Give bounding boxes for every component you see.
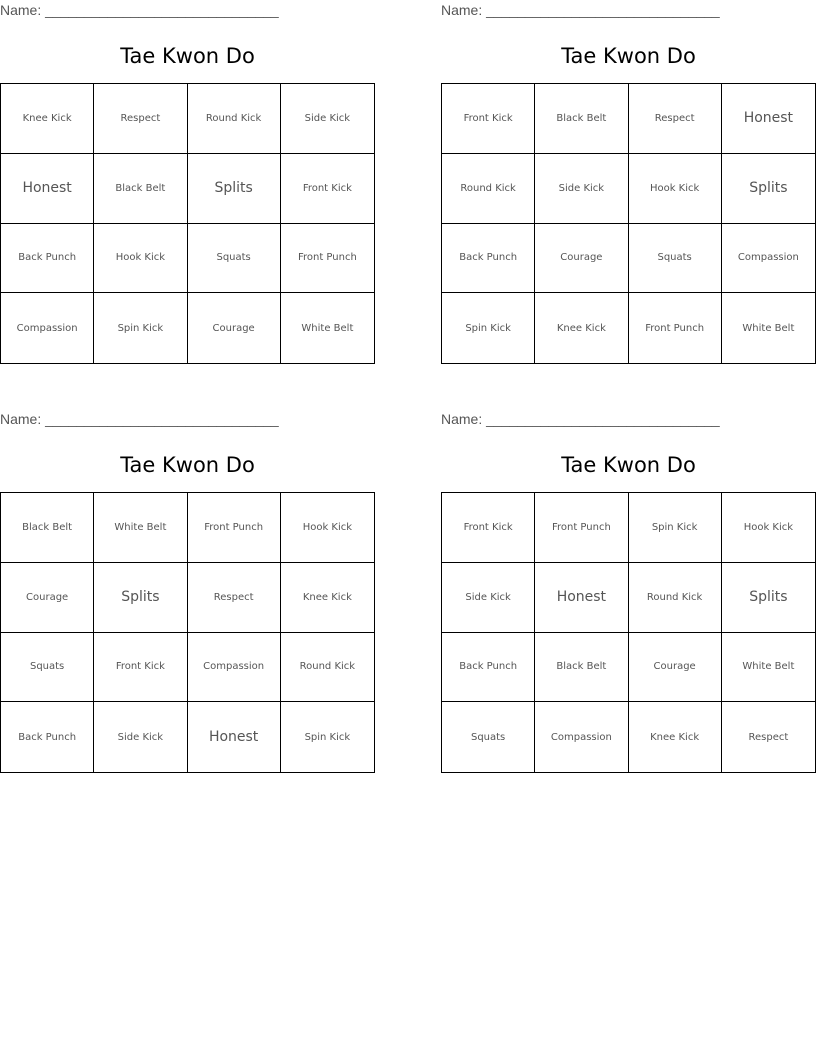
bingo-cell: Spin Kick: [94, 293, 187, 363]
bingo-cell: Hook Kick: [94, 224, 187, 294]
bingo-cell: Knee Kick: [535, 293, 628, 363]
bingo-cell: Respect: [748, 731, 789, 743]
bingo-cell: Hook Kick: [722, 493, 815, 563]
bingo-cell: Round Kick: [281, 633, 374, 703]
bingo-cell: Compassion: [188, 633, 281, 703]
bingo-cell: Honest: [722, 84, 815, 154]
bingo-cell: Black Belt: [1, 493, 94, 563]
bingo-grid: [0, 492, 375, 773]
bingo-cell: Splits: [94, 563, 187, 633]
bingo-cell: Side Kick: [442, 563, 535, 633]
bingo-grid: [441, 83, 816, 364]
bingo-cell: Front Kick: [94, 633, 187, 703]
bingo-cell: Knee Kick: [281, 563, 374, 633]
bingo-cell: Respect: [94, 84, 187, 154]
bingo-card-3: [0, 409, 375, 774]
bingo-cell: Back Punch: [442, 633, 535, 703]
bingo-cell: Front Kick: [281, 154, 374, 224]
name-field: Name: ______________________________: [0, 2, 279, 18]
bingo-cell: Squats: [442, 702, 535, 772]
bingo-cell: Splits: [188, 154, 281, 224]
bingo-cell: Front Punch: [188, 493, 281, 563]
bingo-cell: Side Kick: [535, 154, 628, 224]
bingo-cell: Splits: [722, 154, 815, 224]
bingo-cell: Compassion: [1, 293, 94, 363]
bingo-cell: Black Belt: [535, 633, 628, 703]
bingo-cell: Squats: [1, 633, 94, 703]
card-title: Tae Kwon Do: [120, 453, 255, 477]
bingo-cell: Courage: [535, 224, 628, 294]
bingo-cell: Courage: [629, 633, 722, 703]
name-field: Name: ______________________________: [441, 411, 720, 427]
bingo-card-2: [441, 0, 816, 365]
bingo-cell: Courage: [188, 293, 281, 363]
bingo-cell: Knee Kick: [1, 84, 94, 154]
bingo-cell: Back Punch: [1, 702, 94, 772]
card-title: Tae Kwon Do: [561, 44, 696, 68]
bingo-cell: Side Kick: [281, 84, 374, 154]
bingo-cell: Hook Kick: [629, 154, 722, 224]
bingo-card-1: [0, 0, 375, 365]
bingo-cell: White Belt: [742, 322, 795, 334]
bingo-cell: Spin Kick: [442, 293, 535, 363]
card-title: Tae Kwon Do: [120, 44, 255, 68]
bingo-cell: Honest: [535, 563, 628, 633]
bingo-cell: Front Kick: [442, 493, 535, 563]
bingo-grid: [0, 83, 375, 364]
bingo-cell: White Belt: [722, 633, 815, 703]
bingo-cell: Respect: [188, 563, 281, 633]
bingo-cell: Courage: [1, 563, 94, 633]
bingo-cell: Round Kick: [629, 563, 722, 633]
bingo-cell: Round Kick: [188, 84, 281, 154]
bingo-cell: Splits: [722, 563, 815, 633]
bingo-cell: Back Punch: [1, 224, 94, 294]
bingo-cell: Spin Kick: [304, 731, 351, 743]
bingo-cell: Front Kick: [442, 84, 535, 154]
bingo-cell: Round Kick: [442, 154, 535, 224]
bingo-cell: Honest: [188, 702, 281, 772]
bingo-cell: Black Belt: [535, 84, 628, 154]
bingo-cell: White Belt: [301, 322, 354, 334]
bingo-cell: White Belt: [94, 493, 187, 563]
bingo-cell: Compassion: [722, 224, 815, 294]
bingo-cell: Side Kick: [94, 702, 187, 772]
name-field: Name: ______________________________: [0, 411, 279, 427]
bingo-cell: Squats: [629, 224, 722, 294]
bingo-cell: Black Belt: [94, 154, 187, 224]
bingo-cell: Respect: [629, 84, 722, 154]
bingo-cell: Front Punch: [535, 493, 628, 563]
bingo-cell: Front Punch: [281, 224, 374, 294]
bingo-card-4: [441, 409, 816, 774]
card-title: Tae Kwon Do: [561, 453, 696, 477]
name-field: Name: ______________________________: [441, 2, 720, 18]
bingo-cell: Back Punch: [442, 224, 535, 294]
bingo-cell: Compassion: [535, 702, 628, 772]
bingo-cell: Spin Kick: [629, 493, 722, 563]
bingo-cell: Hook Kick: [281, 493, 374, 563]
bingo-cell: Knee Kick: [629, 702, 722, 772]
bingo-cell: Front Punch: [629, 293, 722, 363]
bingo-grid: [441, 492, 816, 773]
bingo-cell: Squats: [188, 224, 281, 294]
bingo-cell: Honest: [1, 154, 94, 224]
